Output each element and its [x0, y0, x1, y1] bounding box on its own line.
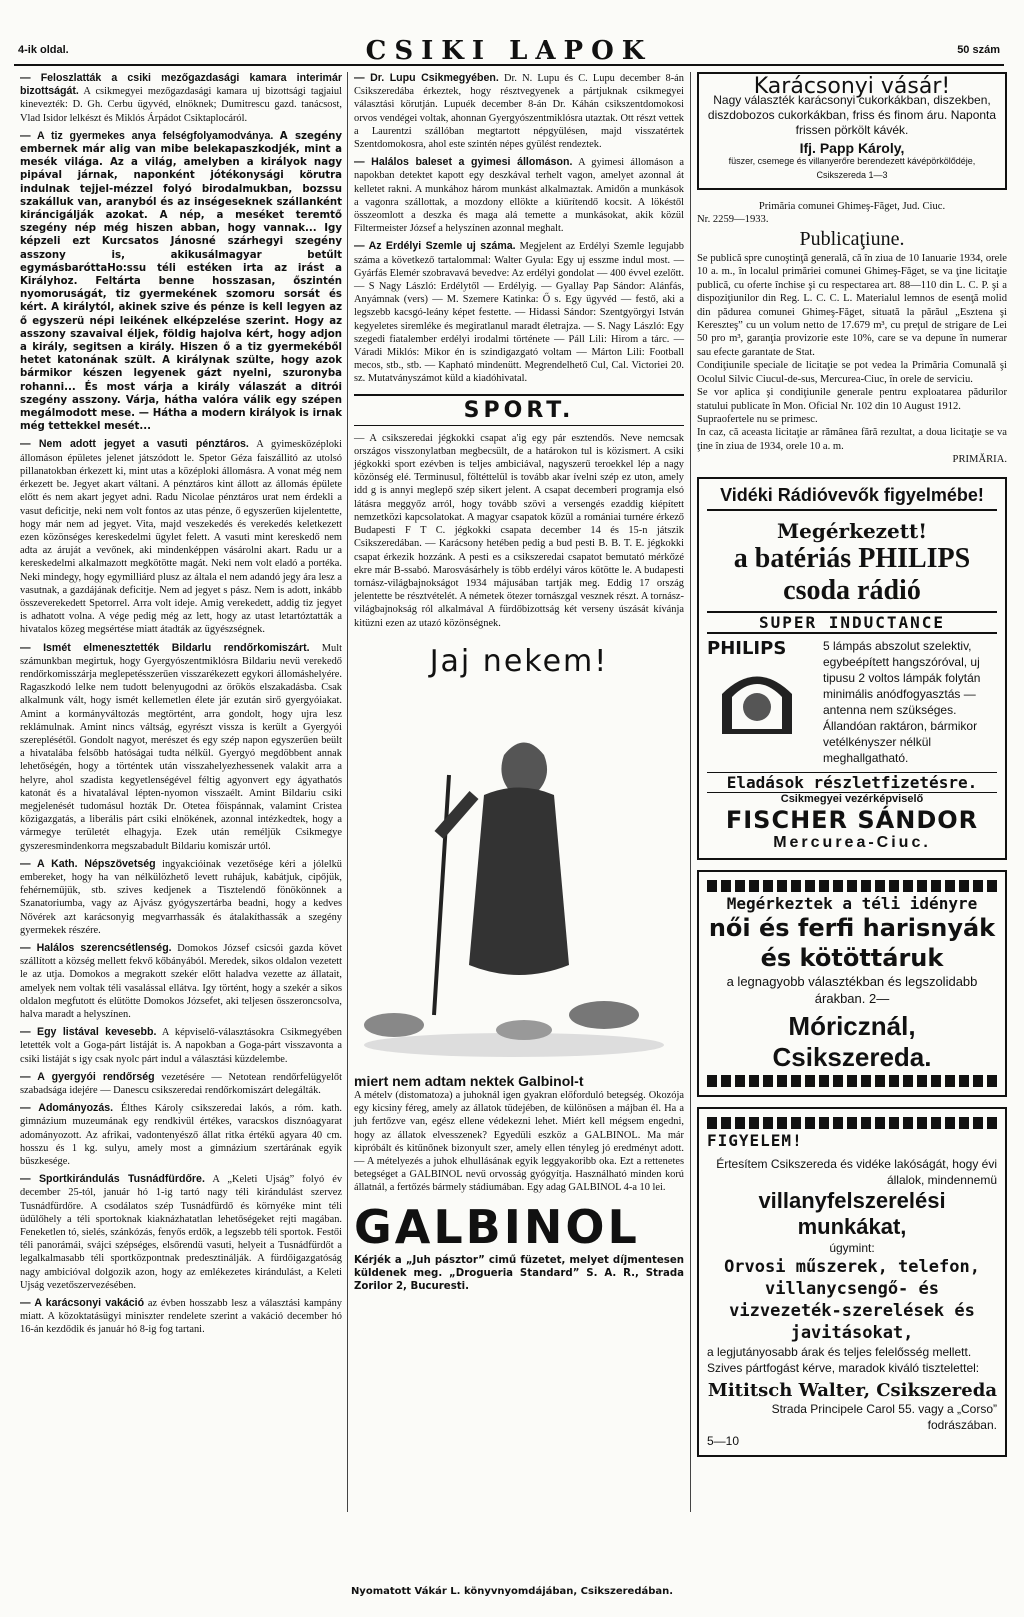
issue-number: 50 szám: [957, 44, 1000, 56]
article-headline: — A gyergyói rendőrség: [20, 1070, 155, 1083]
article: [20, 130, 342, 434]
ad-title: Vidéki Rádióvevők figyelmébe!: [707, 485, 997, 511]
article-headline: — Ismét elmenesztették Bildarlu rendőrkomiszárt.: [20, 641, 310, 654]
radio-icon: [707, 659, 807, 739]
article: [354, 72, 684, 151]
ad-dealer-city: Mercurea-Ciuc.: [773, 833, 931, 851]
article-body: Mult számunkban megirtuk, hogy Gyergyószentmiklósra Bildariu nevü verekedő rendőrkomisszárja meglepetésszerűen visszarékezett egykori állomáshelyére. Ragaszkodó lelke nem tudott belenyugodni az örökös elszakadásba. Csak alkalmunk vált, hogy ismét kellemetlen élete jár ezután sirő gyergyóiakat. Amint a kormányváltozás megtörtént, arra gondolt, hogy ujra lesz reklámulnak. Amint nincs váltság, egyrészt vissza is került a Gyergyói szereplésétől. Gondolt nagyot, merészet és egy szép napon egyszerűen beült a hivatalába felsőbb hatóságai tudta nélkül. Gyergyó megdöbbent annak lehetőségén, hogy a történtek után visszahelyezhessenek valakit arra a helyre, ahol szadista kegyetlenségével féltig agyonvert egy ágyathatós katonát és a hivatalával lépten-nyomon visszaélt. Amint Bildariu csiki megjelenését tudomásul hozták Dr. Otetea főispánnak, valamint Cristea közigazgatás, a liberális párt csiki elnökének, azonnal intézkedtek, hogy a vármegye területét elhagyja. Ezek után reméljük Csikmegye gyszeresmindenkorra megszabadult Bildariu komiszár urtól.: [20, 642, 342, 852]
notice-paragraph: In caz, că aceasta licitaţie ar rămânea fără rezultat, a doua licitaţie se va ţine în ziua de 1934, orele 10 a. m.: [697, 427, 1007, 452]
notice-number: Nr. 2259—1933.: [697, 214, 769, 226]
ad-title: Karácsonyi vásár!: [753, 74, 951, 99]
article-headline: — Egy listával kevesebb.: [20, 1026, 157, 1039]
notice-title: Publicaţiune.: [799, 227, 905, 250]
article-headline: — Feloszlatták a csiki mezőgazdasági kamara interimár bizottságát.: [20, 72, 342, 98]
ad-dealer-name: FISCHER SÁNDOR: [725, 805, 979, 834]
ornament-border: [707, 880, 997, 892]
page-header: [14, 34, 1004, 66]
column-ads: [697, 72, 1007, 1467]
sheep-icon: [496, 1020, 552, 1040]
article: [20, 72, 342, 125]
publication-notice: [697, 200, 1007, 467]
staff-icon: [434, 775, 449, 1015]
notice-paragraph: Supraofertele nu se primesc.: [697, 413, 818, 425]
article-headline: — A karácsonyi vakáció: [20, 1297, 145, 1310]
ad-text: Nagy választék karácsonyi cukorkákban, diszekben, diszdobozos cukorkákban, friss és finom áru. Naponta frissen pörkölt kávék.: [707, 93, 997, 138]
article-body: ingyakcióinak vezetősége kéri a jólelkü embereket, hogy ha van nélkülözhető levett ruhájuk, kabátjuk, cipőjük, fehérneműjük, stb. szives kedjenek a Tisztelendő fönökönnek a Szanatoriumba, vagy az Ajvász gyógyszertárba beadni, hogy a kedves Nővérek azt karácsonyig megvarrhassák és átalakíthassák a szegény gyermekek részére.: [20, 858, 342, 936]
ad-galbinol-footer: Kérjék a „Juh pásztor” cimű füzetet, melyet díjmentesen küldenek meg. „Drogueria Standard” S. A. R., Strada Zorilor 2, Bucuresti.: [354, 1254, 684, 1292]
ad-text: a legnagyobb választékban és legszolidabb árakban. 2—: [726, 973, 978, 1006]
ad-philips-radio: [697, 477, 1007, 860]
notice-authority: Primăria comunei Ghimeş-Făget, Jud. Ciuc.: [758, 200, 946, 212]
illustration-heading: Jaj nekem!: [429, 643, 609, 679]
ad-model: SUPER INDUCTANCE: [707, 611, 997, 634]
article: [20, 438, 342, 636]
ad-title: FIGYELEM!: [707, 1130, 803, 1150]
article: [20, 642, 342, 853]
article-body: A gyimesközéploki állomáson épületes jelenet játszódott le. Spetor Géza faiszállitó az utolsó pillanatokban érkezett ki, mint utas a középloki állomásra. A vonat még nem érkezett be. Jegyet akart váltani. A pénztáros kint állott az állomás épülete előtt és nem akart jegyet adni. Radu Nicolae pénztáros urat nem érdekli a vasut deficitje, neki nem volt fontos az utas pénze, ő egyszerűen kijelentette, hogy már nem ad jegyet. Vita, majd veszekedés és verekedés keletkezett ezen közönséges kereskedelmi ügylet felett. A vasuti mint kereskedő nem adta az áruját a vevőnek, aki mindenképpen vásárolni akart. Radu ur a kereskedelmi alkalmazott megkötötte magát. Neki nem volt eladó a portéka. Neki mindegy, hogy egymilliárd plusz az általa el nem adandó jegy ára lesz a vasutnak, a gazdájának deficitje. Nem ad jegyet s pász. Nem is adott, inkább összeverekedett Spetorrel. Arra volt ideje. Amig verekedett, addig tiz jegyet is adhatott volna. A vége pedig még az lett, hogy az utast letartóztatták a hivatalos közeg megsértése miatt átadták az ügyészségnek.: [20, 439, 342, 636]
ornament-border: [707, 1075, 997, 1087]
sport-section-title: SPORT.: [354, 394, 684, 426]
ad-galbinol-heading: miert nem adtam nektek Galbinol-t: [354, 1072, 584, 1089]
notice-paragraph: Se publică spre cunoştinţă generală, că în ziua de 10 Ianuarie 1934, orele 10 a. m., în localul primăriei comunei Ghimeş-Făget, se va ţine licitaţie publică, cu oferte închise şi cu respectarea art. 88—110 din L. C. P. şi a dispoziţiunilor din Reg. L. C. C. L. Materialul lemnos de esenţă molid din pădurea comunei Ghimeş-Făget, situată la părăul „Esztena şi Kereszteş” cu un volum netto de 17.679 m³, cu preţul de strigare de Lei 50 pro m³, garanţia provizorie este 10%, care se va depune în numerar sau efecte garantate de Stat.: [697, 253, 1007, 358]
ad-advertiser: Móricznál, Csikszereda.: [772, 1010, 932, 1072]
article-headline: — Az Erdélyi Szemle uj száma.: [354, 240, 516, 253]
article-headline: — Halálos baleset a gyimesi állomáson.: [354, 156, 573, 169]
article-body: az évben hosszabb lesz a választási kampány miatt. A közoktatásügyi miniszter rendelete szerint a vakáció december hó 16-án kezdődik és január hó 8-ig fog tartani.: [20, 1298, 342, 1336]
column-news-2: [354, 72, 684, 1298]
page-number-left: 4-ik oldal.: [18, 44, 69, 56]
article: [354, 240, 684, 385]
ad-dealer-label: Csikmegyei vezérképviselő: [780, 792, 924, 805]
ad-galbinol-logo: GALBINOL: [354, 1199, 640, 1254]
ad-advertiser: Ifj. Papp Károly,: [799, 140, 905, 157]
ad-body: [707, 638, 997, 766]
sheep-icon: [364, 1013, 424, 1037]
article: [20, 1173, 342, 1292]
philips-block: [707, 638, 817, 743]
article-body: A „Keleti Ujság” folyó év december 25-tól, január hó 1-ig tartó nagy téli kirándulást szervez Tusnádfürdőre. A csodálatos szép Tusnádfürdő és környéke mint téli üdülőhely a téli sportoknak kiaknázhatatlan lehetőségeket rejti magában. Feneketlen tó, sielés, szánkózás, fenyős erdők, a legszebb téli sportok. Festői téli panorámái, svájci szépséges, elsőrendü vasuti, helyeit a Tusnádfürdőt a legalkalmasabb téli sportközpontnak predesztinálják. A fürdőigazgatóság nagy ambicióval dolgozik azon, hogy az emlékezetes kirándulást, a Keleti Ujság vezetőszervezésében.: [20, 1174, 343, 1291]
article-headline: — Dr. Lupu Csikmegyében.: [354, 72, 499, 84]
article-headline: — Nem adott jegyet a vasuti pénztáros.: [20, 438, 249, 451]
ad-advertiser: Mititsch Walter, Csikszereda: [707, 1379, 997, 1401]
article-body: A gyimesi állomáson a napokban detektet kapott egy deszkával terhelt vagon, amelyet azonnal át kelletet rakni. A munkához három munkást alkalmaztak. Amidőn a munkások a vagonra szállottak, a mozdony ellökte a kiürítendő kocsit. A lökéstől összeomlott a deszka és maga alá temette a munkásokat, akik közül Filtermeister József a helyszínen azonnal meghalt.: [354, 157, 684, 235]
ad-services: Orvosi műszerek, telefon, villanycsengő- és vizvezeték-szerelések és javitásokat,: [724, 1256, 980, 1343]
ad-description: 5 lámpás abszolut szelektiv, egybeépített hangszóróval, uj tipusu 2 voltos lámpák folytán minimális anódfogyasztás — antenna nem szükséges. Állandóan raktáron, bármikor vetélkényszer nélkül meghallgatható.: [823, 638, 981, 765]
article-body: A szegény embernek már alig van mibe belekapaszkodjék, mint a mesék világa. Az a világ, amelyben a királyok nagy pipával járnak, naponként jótékonysági körutra indulnak tejjel-mézzel folyó birodalmukban, bozssu szakálluk van, aranyból és az inségeseknek szállanként kiráncigálják azokat. A nép, a meséket teremtő szegény nép még hiszen abban, hogy vannak... Igy képzeli ezt Kurcsatos Jánosné szárhegyi szegény asszony is, akikusálmagyar betűlt egymásbaróttaHo:ssu téli estéken irta az irást a Királyhoz. Feltárta benne hosszasan, őszintén nyomoruságát, tiz gyermekének szomoru sorsát és kért. A királytól, akinek szive és pénze is kell legyen az ő egyszerü népi leikének elképzelése szerint. Hogy az asszony szavaival éljek, földig hajolva kért, hogy adjon a király, segitsen a király. Hiszen ő a tiz gyermekéből hetet katonának szült. A királynak szülte, hogy azok bármikor készen legyenek gázt nyelni, szuronyba rohanni... És most várja a király válaszát a ditrói szegény asszony. Várja, hátha valóra válik egy szépen megálmodott mese. — Hátha a modern királyok is irnak még tettekkel mesét...: [20, 130, 342, 433]
ad-small-print: füszer, csemege és villanyerőre berendezett kávépörkölődéje, Csikszereda 1—3: [728, 156, 976, 180]
ad-terms: Eladások részletfizetésre.: [707, 772, 997, 793]
head-icon: [501, 742, 547, 790]
column-rule: [690, 72, 691, 1512]
article-body: vezetésére — Netotean rendőrfelügyelőt szabadsága idejére — Danescu csikszeredai rendőrkomiszárt delegálták.: [20, 1071, 342, 1097]
ad-subtitle: Megérkezett!: [776, 518, 928, 543]
ad-text: a legjutányosabb árak és teljes felelősség mellett. Szives pártfogást kérve, maradok kiváló tisztelettel:: [707, 1344, 980, 1375]
article: [354, 156, 684, 235]
ad-text: Értesítem Csikszereda és vidéke lakóságát, hogy évi állalok, mindennemü: [716, 1156, 997, 1187]
article-body: Domokos József csicsói gazda követ szállított a község mellett fekvő kőbányából. Meredek, sikos oldalon vezetett le az utja. Domokos a megrakott szekér előtt haladva vezette az állatait, amelyek nem voltak téli vasalással ellátva. Igy történt, hogy a szekér a sikos oldalon megfutott és elütötte Domokos Józsefet, aki teljesen összeroncsolva, halva maradt a helyszínen.: [20, 943, 342, 1021]
ad-headline: női és ferfi harisnyák: [708, 913, 996, 942]
column-news-1: [20, 72, 342, 1342]
sport-article: — A csikszeredai jégkokki csapat a'ig egy pár esztendős. Neve nemcsak országos visszonylatban megbecsült, de a határokon tul is közismert. A csiki jégkokki sport ezévben is teljes ambiciával, nagyszerű teroekkel lép a nagy közönség elé. Terminusul, föltéttelül is tovább akar ívelni szép ez uton, amely idd g is annyi meglepő szép sikert jelent. A csapat decemberi programja elsó látásra meggyőz arról, hogy tovább szövi a versengés ezaddig kiépített nemzetközi kapcsolatokat. A magyar csapatok közül a romániai turnére érkező Budapesti F T C. jégkokki csapata december 14 és 15-n játszik Csikszeredában. — Karácsony hetében pedig a bud pesti B. B. T. E. jégkokki csapat érkezik hozzánk. A pesti es a csikszeredai csapatot bemutató mérkőzé ekre már B-ssabó. Marosvásárhely is több erdélyi város kötötte le. A budapesti tornász-világbajnokságot 1934 májusában tartják meg. Eddig 17 ország jelentette be résztvételét. A németek ötezer tornászgal vesznek részt. A tornász-világbajnokság ról alkalmával A fürdőbizottság két verseny úszását kívánja kitüzni ezen az utazó közönségnek.: [354, 432, 684, 629]
ad-number: 5—10: [707, 1433, 740, 1448]
article: [20, 1071, 342, 1097]
philips-logo: PHILIPS: [707, 637, 787, 659]
ad-figyelem: [697, 1107, 1007, 1457]
ad-headline: és kötöttáruk: [760, 943, 944, 972]
article-headline: — Sportkirándulás Tusnádfürdőre.: [20, 1173, 205, 1186]
sheep-icon: [569, 1001, 639, 1029]
ad-moricz: [697, 870, 1007, 1097]
ad-text: úgymint:: [829, 1240, 875, 1255]
notice-paragraph: Se vor aplica şi condiţiunile generale pentru exploatarea pădurilor statului publicate în Mon. Oficial Nr. 102 din 10 August 1912.: [697, 387, 1007, 412]
newspaper-title: CSIKI LAPOK: [365, 36, 653, 66]
article-headline: — Halálos szerencsétlenség.: [20, 942, 172, 954]
ad-galbinol-text: A mételv (distomatoza) a juhoknál igen gyakran előforduló betegség. Okozója egy kicsiny féreg, amely az állatok tüdejében, de különösen a májban él. Ha a juh fertőzve van, egész ellene védekezni lehet. Miért kell mégsem engedni, hogy az állatok elvesszenek? Egyedüli eszköz a GALBINOL. Ma már kipróbált és kitűnőnek bizonyult szer, amely ellen tényleg jó eredményt adott. — A mételyezés a juhok elhullásának egyik leggyakoribb oka. Ezt a rettenetes betegséget a GALBINOL nevű orvosság gyógyítja. Használható minden korú állatnál, a fertőzés bármely stádiumában. Egy adag GALBINOL 4-a 10 lei.: [354, 1089, 684, 1194]
article: [20, 942, 342, 1021]
article-body: Dr. N. Lupu és C. Lupu december 8-án Csikszeredába érkeztek, hogy résztvegyenek a pártjuknak csikmegyei választási körutján. Lupuék december 8-án Dr. Káhán csikszentdomokosi orvos vendégei voltak, ahonnan Gyergyószentmiklósra utaztak. Ott részt vettek a Laurentzi szállóban megtartott népgyülésen, majd visszatértek Szentdomokosra, ahol este szintén népes gyülést rendeztek.: [354, 73, 684, 151]
ad-title: Megérkeztek a téli idényre: [726, 893, 978, 913]
notice-signature: PRIMĂRIA.: [952, 454, 1007, 466]
ad-karacsonyi-vasar: [697, 72, 1007, 190]
article: [20, 1102, 342, 1168]
coat-icon: [469, 787, 569, 975]
column-rule: [347, 72, 348, 1512]
shepherd-illustration: [354, 685, 674, 1065]
article: [20, 1026, 342, 1066]
article-headline: — Adományozás.: [20, 1102, 114, 1115]
article-body: Élthes Károly csikszeredai lakós, a róm. kath. gimnázium muzeumának egy rendkivül értékes, varacskos disznóagyarat adományozott. Az afrikai, vadontenyésző állat ritka értékű agyara 40 cm. hosszu és 1 kg. sulyu, amely most a gimnázium szertárának egyik büszkesége.: [20, 1103, 342, 1168]
article-body: A csikmegyei mezőgazdasági kamara uj bizottsági tagjaiul kinevezték: D. Gh. Cerbu ügyvéd, elnöknek; Dumitrescu gazd. tanácsost, Vlad Isidor lelkészt és Miklós Árpádot Csiktaplocáról.: [20, 86, 342, 124]
article-headline: — A tiz gyermekes anya felségfolyamodványa.: [20, 129, 274, 142]
ad-headline: villanyfelszerelési munkákat,: [758, 1187, 946, 1239]
printer-imprint: Nyomatott Vákár L. könyvnyomdájában, Csikszeredában.: [350, 1586, 674, 1597]
ornament-border: [707, 1117, 997, 1129]
article: [20, 858, 342, 937]
article-headline: — A Kath. Népszövetség: [20, 857, 156, 870]
article-body: A képviselő-választásokra Csikmegyében letették volt a Goga-párt listáját is. A napokban a Goga-párt visszavonta a csiki listáját s igy csak nyolc párt indul a választási küzdelembe.: [20, 1027, 342, 1065]
article: [20, 1297, 342, 1337]
ad-address: Strada Principele Carol 55. vagy a „Corso” fodrászában.: [771, 1401, 997, 1432]
ad-headline: a batériás PHILIPS csoda rádió: [733, 542, 971, 606]
notice-paragraph: Condiţiunile speciale de licitaţie se pot vedea la Primăria Comunală şi Ocolul Silvic Ciucul-de-sus, Mercurea-Ciuc, în orele de serviciu.: [697, 360, 1007, 385]
article-body: Megjelent az Erdélyi Szemle legujabb száma a következő tartalommal: Walter Gyula: Egy uj esszme indul most. — Gyárfás Elemér szobravavá bevedve: Az erdélyi gondolat — 400 évvel ezelőtt. — S Nagy László: Erdélytől — Erdélyig. — Gyallay Pap Sándor: Alánfás, Anyámnak (vers) — M. Szemere Katinka: Ő s. Egy ügyvéd — festő, aki a legszebb kacsgó-leány képet festette. — Hidassi Sándor: Szentgyörgyi István kegyeletes siremléke és megiratlanul maradt életrajza. — S. Nagy László: Egy szegedi fiatalember erdélyi irodalmi története — Páll Lili: Hirom a tárc. — Váradi Miklós: Mikor én is szindigazgató voltam — Márton Lili: Football mecos, stb., stb. — Kapható mindenütt. Megrendelhető Cul, Cal. Victoriei 20. sz. Mutatványszámot küld a kiadóhivatal.: [354, 241, 684, 385]
